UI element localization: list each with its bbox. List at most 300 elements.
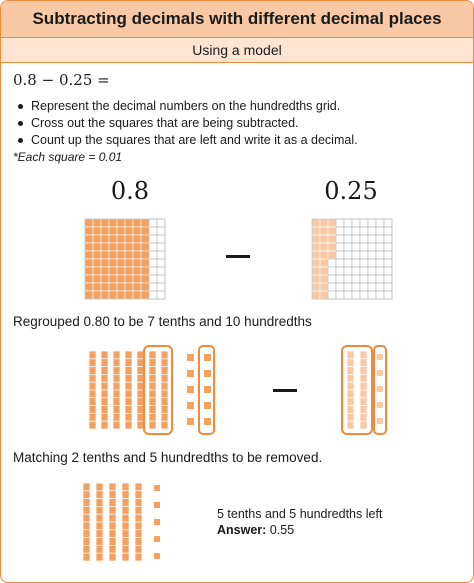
grid-right-square <box>368 283 376 291</box>
subtracted-tenths-outline <box>342 346 372 434</box>
rod-cell <box>101 413 108 421</box>
rod-cell <box>101 398 108 406</box>
grid-left-square <box>93 267 101 275</box>
rod-cell <box>125 413 132 421</box>
tenth-rod <box>89 351 96 429</box>
grid-left-square <box>101 235 109 243</box>
tenth-rod-light <box>347 351 354 429</box>
grid-right-square <box>344 291 352 299</box>
rod-cell <box>137 421 144 429</box>
grid-left-square <box>101 275 109 283</box>
rod-cell <box>161 413 168 421</box>
rod-cell <box>83 491 90 499</box>
grid-right-square <box>336 259 344 267</box>
answer-label: Answer: <box>217 523 267 537</box>
rod-cell <box>149 374 156 382</box>
rod-cell <box>137 359 144 367</box>
grid-right-square <box>344 227 352 235</box>
hundredths-grid-right <box>312 219 392 299</box>
left-number-label: 0.8 <box>110 177 150 205</box>
grid-right-square <box>336 227 344 235</box>
grid-right-square <box>360 235 368 243</box>
grid-left-square <box>125 235 133 243</box>
rod-cell <box>347 398 354 406</box>
grid-right-square <box>320 251 328 259</box>
grid-right-square <box>344 219 352 227</box>
rod-cell <box>125 359 132 367</box>
grid-left-square <box>101 219 109 227</box>
rod-cell <box>96 514 103 522</box>
rod-cell <box>113 413 120 421</box>
grid-left-square <box>101 267 109 275</box>
rod-cell <box>137 382 144 390</box>
grid-left-square <box>109 275 117 283</box>
grid-right-square <box>336 251 344 259</box>
grid-right-square <box>352 251 360 259</box>
grid-left-square <box>133 235 141 243</box>
rod-cell <box>89 351 96 359</box>
grid-left-square <box>133 267 141 275</box>
rod-cell <box>360 359 367 367</box>
grid-right-square <box>328 219 336 227</box>
rod-cell <box>109 506 116 514</box>
grid-left-square <box>149 283 157 291</box>
matching-caption: Matching 2 tenths and 5 hundredths to be removed. <box>13 450 323 465</box>
grid-left-square <box>149 267 157 275</box>
rod-cell <box>161 421 168 429</box>
grid-left-square <box>125 259 133 267</box>
rod-cell <box>109 514 116 522</box>
grid-right-square <box>312 243 320 251</box>
tenth-rod <box>113 351 120 429</box>
rod-cell <box>89 413 96 421</box>
rod-cell <box>347 374 354 382</box>
grid-right-square <box>312 219 320 227</box>
grid-right-square <box>312 251 320 259</box>
grid-left-square <box>133 219 141 227</box>
grid-right-square <box>360 251 368 259</box>
grid-left-square <box>141 267 149 275</box>
grid-right-square <box>376 283 384 291</box>
tenth-rod <box>109 483 116 561</box>
grid-right-square <box>384 235 392 243</box>
grid-left-square <box>101 243 109 251</box>
rod-cell <box>161 382 168 390</box>
hundredth-square <box>187 354 194 361</box>
rod-cell <box>101 351 108 359</box>
grid-left-square <box>149 275 157 283</box>
hundredth-square <box>154 485 160 491</box>
hundredth-square-light <box>377 402 383 408</box>
grid-left-square <box>93 251 101 259</box>
grid-left-square <box>117 227 125 235</box>
rod-cell <box>122 483 129 491</box>
rod-cell <box>125 398 132 406</box>
rod-cell <box>83 545 90 553</box>
rod-cell <box>347 421 354 429</box>
tenth-rod <box>101 351 108 429</box>
rod-cell <box>347 406 354 414</box>
hundredth-square-light <box>377 370 383 376</box>
rod-cell <box>125 390 132 398</box>
grid-right-square <box>344 235 352 243</box>
rod-cell <box>113 390 120 398</box>
rod-cell <box>161 406 168 414</box>
rod-cell <box>89 390 96 398</box>
rod-cell <box>149 382 156 390</box>
grid-left-square <box>109 291 117 299</box>
remaining-description: 5 tenths and 5 hundredths left <box>217 507 383 521</box>
grid-left-square <box>93 243 101 251</box>
grid-right-square <box>344 259 352 267</box>
grid-right-square <box>376 291 384 299</box>
rod-cell <box>83 522 90 530</box>
grid-right-square <box>368 291 376 299</box>
grid-left-square <box>133 291 141 299</box>
grid-left-square <box>157 291 165 299</box>
rod-cell <box>137 374 144 382</box>
grid-right-square <box>368 219 376 227</box>
grid-left-square <box>117 275 125 283</box>
grid-right-square <box>320 227 328 235</box>
hundredth-square <box>154 502 160 508</box>
rod-cell <box>135 553 142 561</box>
grid-right-square <box>360 283 368 291</box>
tenth-rod <box>122 483 129 561</box>
grid-left-square <box>141 275 149 283</box>
rod-cell <box>135 522 142 530</box>
grid-right-square <box>320 235 328 243</box>
grid-right-square <box>312 283 320 291</box>
hundredth-square <box>204 386 211 393</box>
grid-right-square <box>368 243 376 251</box>
grid-left-square <box>149 219 157 227</box>
grid-left-square <box>125 251 133 259</box>
rod-cell <box>83 530 90 538</box>
rod-cell <box>89 374 96 382</box>
tenth-rod <box>137 351 144 429</box>
grid-left-square <box>149 235 157 243</box>
grid-right-square <box>368 251 376 259</box>
grid-right-square <box>384 243 392 251</box>
grid-right-square <box>320 267 328 275</box>
rod-cell <box>347 413 354 421</box>
grid-left-square <box>117 259 125 267</box>
grid-right-square <box>328 267 336 275</box>
hundredth-square <box>204 418 211 425</box>
rod-cell <box>96 530 103 538</box>
rod-cell <box>83 499 90 507</box>
grid-left-square <box>109 259 117 267</box>
grid-right-square <box>320 283 328 291</box>
rod-cell <box>96 491 103 499</box>
hundredth-square <box>187 386 194 393</box>
rod-cell <box>347 367 354 375</box>
grid-left-square <box>125 267 133 275</box>
rod-cell <box>347 390 354 398</box>
grid-left-square <box>85 219 93 227</box>
rod-cell <box>125 367 132 375</box>
rod-cell <box>101 359 108 367</box>
rod-cell <box>113 406 120 414</box>
rod-cell <box>83 514 90 522</box>
grid-left-square <box>101 259 109 267</box>
grid-right-square <box>328 235 336 243</box>
rod-cell <box>96 499 103 507</box>
grid-left-square <box>157 267 165 275</box>
rod-cell <box>113 367 120 375</box>
grid-left-square <box>157 227 165 235</box>
grid-left-square <box>109 283 117 291</box>
minus-sign-grids <box>226 255 250 261</box>
rod-cell <box>109 499 116 507</box>
square-value-note: *Each square = 0.01 <box>13 150 123 164</box>
grid-left-square <box>157 251 165 259</box>
grid-left-square <box>109 267 117 275</box>
grid-left-square <box>101 291 109 299</box>
grid-right-square <box>360 291 368 299</box>
grid-right-square <box>368 235 376 243</box>
grid-right-square <box>376 243 384 251</box>
hundredth-square <box>204 354 211 361</box>
rod-cell <box>113 351 120 359</box>
rod-cell <box>135 506 142 514</box>
grid-left-square <box>125 291 133 299</box>
rod-cell <box>101 390 108 398</box>
grid-left-square <box>101 251 109 259</box>
tenth-rod <box>125 351 132 429</box>
grid-left-square <box>117 219 125 227</box>
right-number-label: 0.25 <box>324 177 378 205</box>
remaining-blocks <box>81 481 171 563</box>
grid-left-square <box>141 259 149 267</box>
rod-cell <box>149 406 156 414</box>
grid-left-square <box>109 251 117 259</box>
rod-cell <box>360 382 367 390</box>
grid-right-square <box>320 243 328 251</box>
rod-cell <box>96 522 103 530</box>
rod-cell <box>347 359 354 367</box>
rod-cell <box>109 538 116 546</box>
rod-cell <box>135 545 142 553</box>
grid-left-square <box>157 219 165 227</box>
rod-cell <box>135 491 142 499</box>
grid-right-square <box>376 251 384 259</box>
minus-sign-blocks <box>273 389 297 395</box>
tenth-rod-light <box>360 351 367 429</box>
grid-left-square <box>109 243 117 251</box>
grid-right-square <box>312 235 320 243</box>
hundredth-square <box>204 402 211 409</box>
rod-cell <box>125 351 132 359</box>
grid-right-square <box>368 267 376 275</box>
grid-right-square <box>344 267 352 275</box>
rod-cell <box>113 374 120 382</box>
rod-cell <box>122 545 129 553</box>
grid-left-square <box>149 259 157 267</box>
grid-right-square <box>384 227 392 235</box>
rod-cell <box>125 406 132 414</box>
grid-right-square <box>368 227 376 235</box>
grid-left-square <box>117 283 125 291</box>
rod-cell <box>149 398 156 406</box>
grid-right-square <box>312 227 320 235</box>
rod-cell <box>125 421 132 429</box>
rod-cell <box>101 374 108 382</box>
grid-left-square <box>141 243 149 251</box>
grid-left-square <box>85 291 93 299</box>
rod-cell <box>96 538 103 546</box>
tenth-rod <box>161 351 168 429</box>
grid-right-square <box>352 267 360 275</box>
grid-right-square <box>384 259 392 267</box>
rod-cell <box>109 522 116 530</box>
rod-cell <box>149 359 156 367</box>
steps-list <box>15 98 358 149</box>
rod-cell <box>89 367 96 375</box>
rod-cell <box>149 390 156 398</box>
rod-cell <box>360 398 367 406</box>
grid-right-square <box>344 251 352 259</box>
rod-cell <box>113 398 120 406</box>
grid-right-square <box>384 291 392 299</box>
grid-left-square <box>133 259 141 267</box>
rod-cell <box>113 382 120 390</box>
grid-left-square <box>93 283 101 291</box>
grid-left-square <box>117 235 125 243</box>
grid-left-square <box>85 243 93 251</box>
rod-cell <box>137 367 144 375</box>
grid-right-square <box>344 275 352 283</box>
grid-left-square <box>93 235 101 243</box>
grid-right-square <box>376 267 384 275</box>
grid-left-square <box>125 243 133 251</box>
rod-cell <box>122 491 129 499</box>
grid-left-square <box>85 267 93 275</box>
grid-right-square <box>312 259 320 267</box>
grid-right-square <box>360 219 368 227</box>
grid-left-square <box>125 275 133 283</box>
grid-left-square <box>141 235 149 243</box>
grid-left-square <box>133 251 141 259</box>
grid-right-square <box>360 243 368 251</box>
answer-line <box>217 523 294 537</box>
rod-cell <box>161 351 168 359</box>
rod-cell <box>137 390 144 398</box>
rod-cell <box>96 545 103 553</box>
rod-cell <box>360 367 367 375</box>
grid-left-square <box>101 283 109 291</box>
grid-right-square <box>384 267 392 275</box>
grid-right-square <box>352 275 360 283</box>
grid-left-square <box>149 227 157 235</box>
grid-right-square <box>352 227 360 235</box>
rod-cell <box>360 390 367 398</box>
rod-cell <box>360 351 367 359</box>
rod-cell <box>360 374 367 382</box>
grid-right-square <box>328 259 336 267</box>
answer-value: 0.55 <box>269 523 295 537</box>
grid-right-square <box>352 259 360 267</box>
grid-left-square <box>133 227 141 235</box>
rod-cell <box>122 506 129 514</box>
tenth-rod <box>83 483 90 561</box>
tenth-rod <box>96 483 103 561</box>
rod-cell <box>161 374 168 382</box>
rod-cell <box>89 359 96 367</box>
grid-left-square <box>141 291 149 299</box>
rod-cell <box>101 382 108 390</box>
grid-left-square <box>157 243 165 251</box>
grid-left-square <box>157 259 165 267</box>
grid-left-square <box>93 291 101 299</box>
grid-right-square <box>360 227 368 235</box>
rod-cell <box>360 406 367 414</box>
rod-cell <box>137 413 144 421</box>
hundredth-square <box>154 519 160 525</box>
grid-left-square <box>85 275 93 283</box>
grid-right-square <box>336 267 344 275</box>
rod-cell <box>137 406 144 414</box>
rod-cell <box>360 421 367 429</box>
subtracted-blocks <box>341 345 387 437</box>
rod-cell <box>360 413 367 421</box>
rod-cell <box>135 538 142 546</box>
grid-left-square <box>93 275 101 283</box>
rod-cell <box>96 483 103 491</box>
hundredth-square <box>187 418 194 425</box>
rod-cell <box>89 398 96 406</box>
rod-cell <box>122 522 129 530</box>
grid-left-square <box>157 283 165 291</box>
rod-cell <box>125 374 132 382</box>
grid-left-square <box>141 251 149 259</box>
grid-left-square <box>109 235 117 243</box>
rod-cell <box>149 367 156 375</box>
rod-cell <box>109 491 116 499</box>
rod-cell <box>161 367 168 375</box>
grid-left-square <box>157 235 165 243</box>
rod-cell <box>96 506 103 514</box>
hundredth-square <box>204 370 211 377</box>
grid-right-square <box>376 259 384 267</box>
rod-cell <box>135 483 142 491</box>
hundredth-square-light <box>377 386 383 392</box>
grid-right-square <box>320 219 328 227</box>
grid-right-square <box>376 219 384 227</box>
grid-right-square <box>360 275 368 283</box>
rod-cell <box>83 538 90 546</box>
grid-right-square <box>376 275 384 283</box>
grid-right-square <box>312 267 320 275</box>
grid-left-square <box>117 243 125 251</box>
grid-left-square <box>157 275 165 283</box>
rod-cell <box>122 499 129 507</box>
rod-cell <box>149 421 156 429</box>
grid-right-square <box>360 267 368 275</box>
rod-cell <box>109 483 116 491</box>
grid-right-square <box>328 243 336 251</box>
grid-right-square <box>376 227 384 235</box>
grid-left-square <box>141 283 149 291</box>
grid-left-square <box>85 227 93 235</box>
hundredth-square-light <box>377 354 383 360</box>
grid-right-square <box>336 243 344 251</box>
rod-cell <box>109 530 116 538</box>
grid-right-square <box>312 275 320 283</box>
grid-left-square <box>149 243 157 251</box>
regrouped-blocks <box>87 345 232 437</box>
